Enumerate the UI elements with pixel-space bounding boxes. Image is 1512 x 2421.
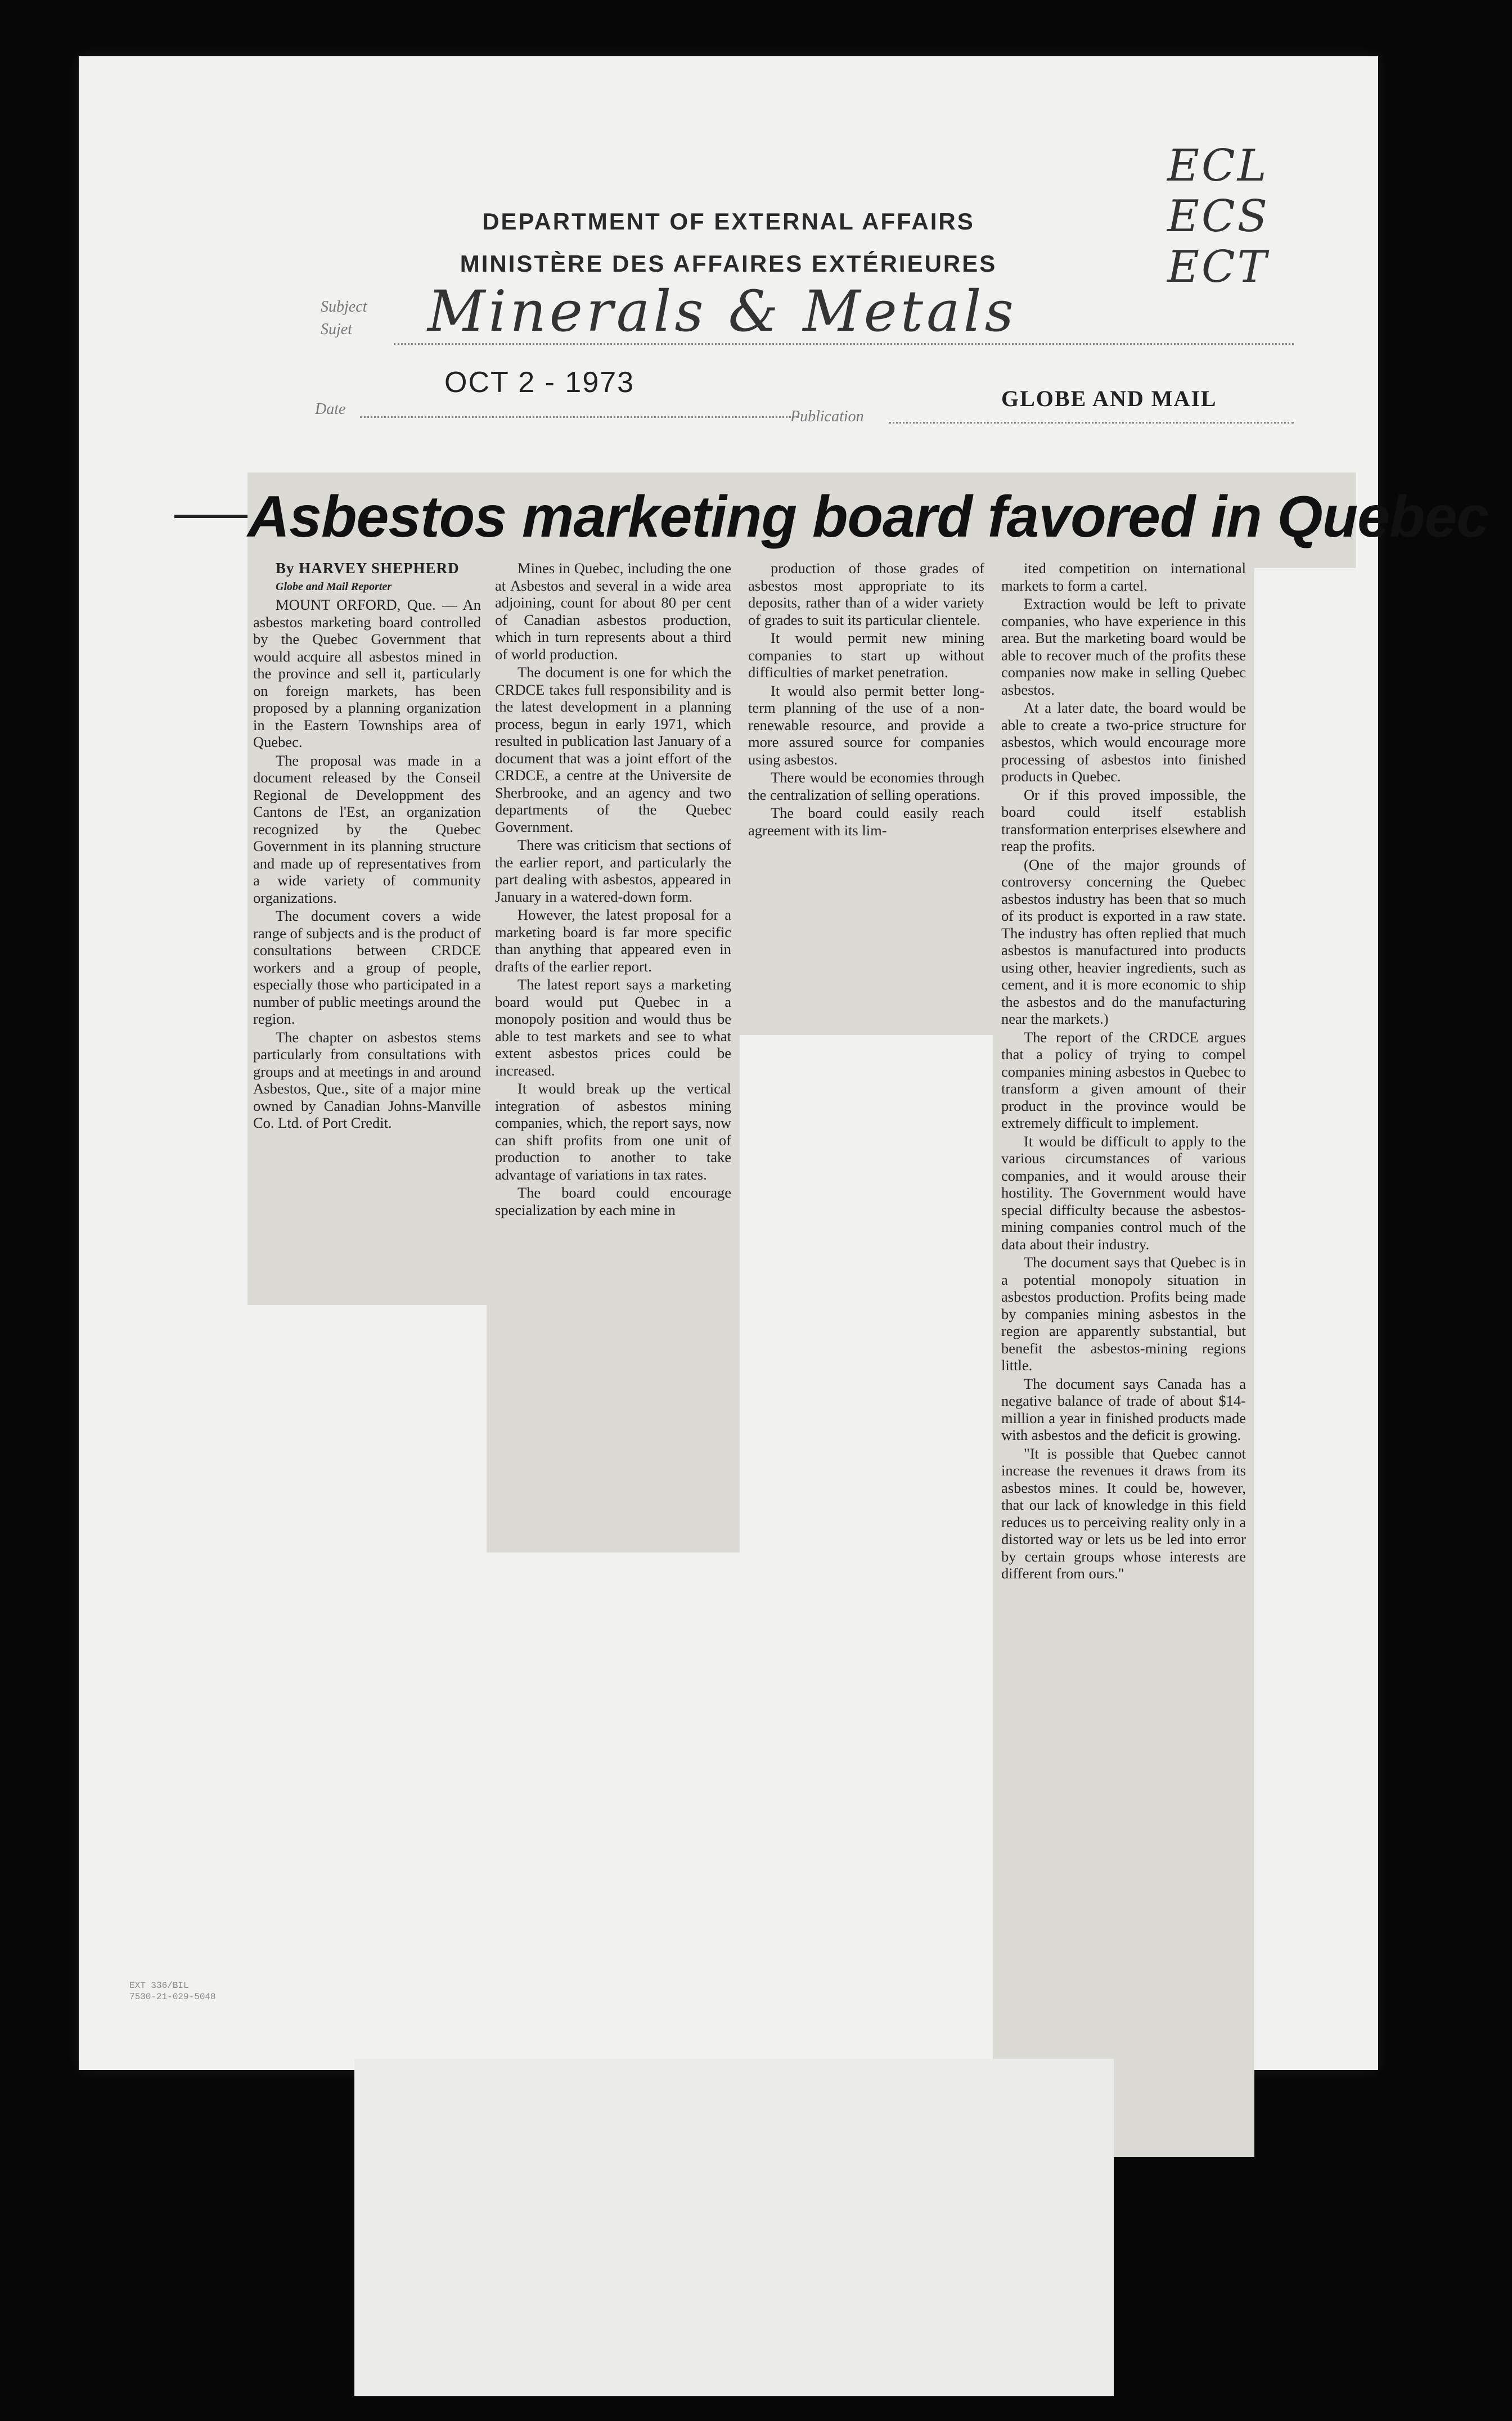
handwritten-code-2: ECS: [1167, 191, 1270, 242]
handwritten-code-3: ECT: [1167, 242, 1269, 292]
paragraph: Extraction would be left to private companies, who have experience in this area. But the marketing board would be able to recover much of the profits these companies now make in selling Quebec asbestos.: [1001, 595, 1246, 698]
date-rule: [360, 416, 799, 418]
newspaper-clipping: [174, 439, 1489, 2070]
subject-rule: [394, 343, 1294, 345]
article-column-4: [1001, 560, 1246, 2152]
paragraph: The chapter on asbestos stems particularly from consultations with groups and at meetings in and around Asbestos, Que., site of a major mine owned by Canadian Johns-Manville Co. Ltd. of Port Credit.: [253, 1028, 481, 1131]
article-byline: By HARVEY SHEPHERD: [276, 560, 460, 577]
paragraph: (One of the major grounds of controversy concerning the Quebec asbestos industry has been that so much of its product is exported in a raw state. The industry has often replied that much asbestos is manufactured into products using other, heavier ingredients, such as cement, and it is more economic to ship the asbestos and do the manufacturing near the markets.): [1001, 856, 1246, 1027]
form-code: [129, 1980, 216, 2002]
paragraph: MOUNT ORFORD, Que. — An asbestos marketing board controlled by the Quebec Government that would acquire all asbestos mined in the province and sell it, particularly on foreign markets, has been proposed by a planning organization in the Eastern Townships area of Quebec.: [253, 596, 481, 750]
subject-label-en: Subject: [321, 298, 367, 316]
headline-rule: [174, 515, 248, 518]
paragraph: ited competition on international markets to form a cartel.: [1001, 560, 1246, 594]
paragraph: However, the latest proposal for a marketing board is far more specific than anything that appeared even in drafts of the earlier report.: [495, 906, 731, 975]
paragraph: The proposal was made in a document released by the Conseil Regional de Developpment des Cantons de l'Est, an organization recognized by the Quebec Government in its planning structure and made up of representatives from a wide variety of community organizations.: [253, 752, 481, 906]
paragraph: It would break up the vertical integration of asbestos mining companies, which, the report says, now can shift profits from one unit of production to another to take advantage of variations in tax rates.: [495, 1080, 731, 1183]
paragraph: At a later date, the board would be able to create a two-price structure for asbestos, which would encourage more processing of asbestos into finished products in Quebec.: [1001, 699, 1246, 785]
article-column-1: [253, 560, 481, 1297]
date-label: Date: [315, 400, 346, 418]
paragraph: production of those grades of asbestos most appropriate to its deposits, rather than of a wider variety of grades to suit its particular clientele.: [748, 560, 984, 628]
publication-rule: [889, 422, 1294, 424]
subject-label-fr: Sujet: [321, 321, 352, 338]
paragraph: It would also permit better long-term planning of the use of a non-renewable resource, and provide a more assured source for companies using asbestos.: [748, 682, 984, 768]
publication-value: GLOBE AND MAIL: [1001, 386, 1217, 411]
paragraph: The board could easily reach agreement with its lim-: [748, 804, 984, 839]
article-headline: Asbestos marketing board favored in Quebec: [248, 484, 1489, 550]
article-column-2: [495, 560, 731, 1547]
archive-form-sheet: [79, 56, 1489, 2070]
paragraph: The document is one for which the CRDCE takes full responsibility and is the latest development in a planning process, begun in early 1971, which resulted in publication last January of a document that was a joint effort of the CRDCE, a centre at the Universite de Sherbrooke, and an agency and two departments of the Quebec Government.: [495, 664, 731, 835]
paragraph: Mines in Quebec, including the one at Asbestos and several in a wide area adjoining, count for about 80 per cent of Canadian asbestos production, which in turn represents about a third of world production.: [495, 560, 731, 663]
department-title-en: DEPARTMENT OF EXTERNAL AFFAIRS: [482, 208, 975, 235]
paragraph: There was criticism that sections of the earlier report, and particularly the part dealing with asbestos, appeared in January in a watered-down form.: [495, 836, 731, 905]
department-title-fr: MINISTÈRE DES AFFAIRES EXTÉRIEURES: [460, 250, 997, 277]
subject-value: Minerals & Metals: [428, 278, 1017, 344]
paragraph: The latest report says a marketing board would put Quebec in a monopoly position and would thus be able to test markets and see to what extent asbestos prices could be increased.: [495, 976, 731, 1079]
form-code-line: 7530-21-029-5048: [129, 1992, 216, 2002]
paragraph: There would be economies through the centralization of selling operations.: [748, 769, 984, 803]
paragraph: The document says Canada has a negative balance of trade of about $14-million a year in finished products made with asbestos and the deficit is growing.: [1001, 1375, 1246, 1443]
paragraph: "It is possible that Quebec cannot increase the revenues it draws from its asbestos mines. It could be, however, that our lack of knowledge in this field reduces us to perceiving reality only in a distorted way or lets us be led into error by certain groups whose interests are different from ours.": [1001, 1444, 1246, 1582]
handwritten-code-1: ECL: [1167, 141, 1269, 191]
paragraph: Or if this proved impossible, the board could itself establish transformation enterprises elsewhere and reap the profits.: [1001, 786, 1246, 854]
paragraph: The report of the CRDCE argues that a policy of trying to compel companies mining asbestos in Quebec to transform a given amount of their product in the province would be extremely difficult to implement.: [1001, 1028, 1246, 1131]
article-column-3: [748, 560, 984, 1032]
paragraph: It would be difficult to apply to the various circumstances of various companies, and it would arouse their hostility. The Government would have special difficulty because the asbestos-mining companies control much of the data about their industry.: [1001, 1132, 1246, 1253]
paragraph: It would permit new mining companies to start up without difficulties of market penetration.: [748, 629, 984, 681]
publication-label: Publication: [790, 408, 864, 425]
paragraph: The document says that Quebec is in a potential monopoly situation in asbestos production. Profits being made by companies mining asbestos in the region are apparently substantial, but benefit the asbestos-mining regions little.: [1001, 1254, 1246, 1374]
form-code-line: EXT 336/BIL: [129, 1981, 189, 1991]
paragraph: The document covers a wide range of subjects and is the product of consultations between CRDCE workers and a group of people, especially those who participated in a number of public meetings around the region.: [253, 907, 481, 1027]
article-credit: Globe and Mail Reporter: [276, 580, 392, 593]
date-stamp: OCT 2 - 1973: [444, 366, 635, 399]
underlying-card: [354, 2059, 1114, 2396]
paragraph: The board could encourage specialization by each mine in: [495, 1184, 731, 1218]
